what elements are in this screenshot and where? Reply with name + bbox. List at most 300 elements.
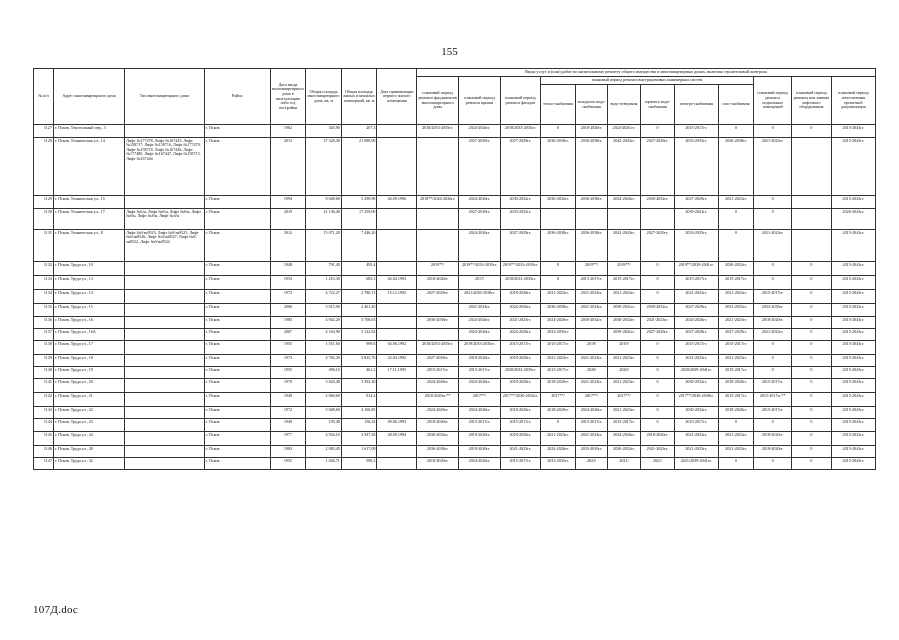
row-design-docs: 2015-2043гг. <box>831 407 875 419</box>
row-elevator: 0 <box>791 432 831 446</box>
row-residential-area: 590,2 <box>341 458 377 470</box>
row-basement: 0 <box>754 196 792 209</box>
row-electricity: 2020/2039-2041гг. <box>674 367 718 379</box>
row-house-type <box>125 393 205 407</box>
row-sewerage <box>607 209 641 230</box>
row-facade: 2033-2035гг. <box>500 209 540 230</box>
row-gas: 2015-2017гг. <box>718 367 754 379</box>
row-year-built: 1953 <box>270 276 306 290</box>
row-residential-area: 3 947,28 <box>341 432 377 446</box>
row-sewerage: 2030-2032гг. <box>607 446 641 458</box>
row-district: г. Псков <box>204 446 270 458</box>
row-roof: 2021/2036-2038гг. <box>459 290 501 304</box>
row-year-built: 1977 <box>270 432 306 446</box>
table-row <box>34 432 876 446</box>
row-year-built: 1949 <box>270 419 306 432</box>
row-hot-water: 2030-2032гг. <box>641 196 675 209</box>
row-address: г. Псков, Труда ул., 14 <box>53 290 124 304</box>
row-hot-water: 2018-2020гг. <box>641 432 675 446</box>
table-row <box>34 458 876 470</box>
table-row <box>34 290 876 304</box>
row-year-built: 1972 <box>270 407 306 419</box>
row-facade: 2027-2029гг. <box>500 230 540 262</box>
row-address: г. Псков, Техническая ул., 8 <box>53 230 124 262</box>
row-number: 1129 <box>34 196 54 209</box>
row-district: г. Псков <box>204 367 270 379</box>
header-elevator: плановый период ремонта или замены лифтового оборудования <box>791 77 831 125</box>
row-facade: 2021-2023гг. <box>500 446 540 458</box>
row-cold-water: 2036-2038гг. <box>576 196 607 209</box>
row-hot-water: 0 <box>641 407 675 419</box>
row-facade: 2018-2020гг. <box>500 407 540 419</box>
row-elevator: 0 <box>791 367 831 379</box>
table-row <box>34 196 876 209</box>
row-facade: 2027-2029гг. <box>500 138 540 196</box>
row-electricity: 2027-2029гг. <box>674 304 718 317</box>
row-roof: 2027-2029гг. <box>459 138 501 196</box>
row-hot-water <box>641 209 675 230</box>
row-hot-water: 2021/ <box>641 458 675 470</box>
row-district: г. Псков <box>204 125 270 138</box>
row-design-docs: 2015-2043гг. <box>831 446 875 458</box>
header-first-privatization: Дата приватизации первого жилого помещения <box>377 69 417 125</box>
row-sewerage: 2015-2017гг. <box>607 419 641 432</box>
table-row <box>34 262 876 276</box>
row-total-area: 3 015,90 <box>306 304 342 317</box>
row-elevator: 0 <box>791 304 831 317</box>
row-number: 1133 <box>34 276 54 290</box>
row-gas: 2030-2032гг. <box>718 262 754 276</box>
row-elevator: 0 <box>791 290 831 304</box>
row-heating <box>540 209 576 230</box>
row-elevator <box>791 196 831 209</box>
row-residential-area: 2 780,13 <box>341 290 377 304</box>
row-privatization-date: 17.11.1993 <box>377 367 417 379</box>
header-heating: тепло-снабжения <box>540 85 576 125</box>
row-heating: 0 <box>540 419 576 432</box>
row-foundation <box>417 209 459 230</box>
row-design-docs: 2015-2043гг. <box>831 290 875 304</box>
table-row <box>34 341 876 355</box>
row-elevator <box>791 138 831 196</box>
row-heating: 2024-2026гг. <box>540 317 576 329</box>
row-design-docs: 2015-2043гг. <box>831 355 875 367</box>
row-elevator: 0 <box>791 329 831 341</box>
row-number: 1131 <box>34 230 54 262</box>
row-electricity: 2021-2023гг. <box>674 290 718 304</box>
row-district: г. Псков <box>204 329 270 341</box>
row-heating: 2030-2032гг. <box>540 196 576 209</box>
row-facade: 2018-2020гг. <box>500 355 540 367</box>
row-address: г. Псков, Труда ул., 22 <box>53 407 124 419</box>
row-privatization-date <box>377 458 417 470</box>
row-sewerage: 2030-2032гг. <box>607 317 641 329</box>
row-roof: 2018-2020гг. <box>459 446 501 458</box>
row-cold-water <box>576 329 607 341</box>
row-basement: 2021-2023гг. <box>754 230 792 262</box>
row-total-area: 8 048,60 <box>306 196 342 209</box>
row-number: 1137 <box>34 329 54 341</box>
row-roof: 2015-2017гг. <box>459 419 501 432</box>
row-residential-area: 909,6 <box>341 341 377 355</box>
row-hot-water: 2030-2032гг. <box>641 304 675 317</box>
row-total-area: 15 071,20 <box>306 230 342 262</box>
row-privatization-date <box>377 125 417 138</box>
row-hot-water: 0 <box>641 290 675 304</box>
row-cold-water: 2020/ <box>576 367 607 379</box>
row-year-built: 1955 <box>270 458 306 470</box>
row-roof: 2018-2020гг. <box>459 355 501 367</box>
row-address: г. Псков, Труда ул., 23 <box>53 419 124 432</box>
table-row <box>34 230 876 262</box>
row-house-type <box>125 432 205 446</box>
row-gas: 2021-2023гг. <box>718 355 754 367</box>
row-sewerage: 2021/ <box>607 458 641 470</box>
row-heating: 2036-2038гг. <box>540 230 576 262</box>
row-basement: 2018-2020гг. <box>754 317 792 329</box>
row-roof: 2024-2026гг. <box>459 125 501 138</box>
table-row <box>34 138 876 196</box>
row-total-area: 1 551,60 <box>306 341 342 355</box>
row-address: г. Псков, Труда ул., 16А <box>53 329 124 341</box>
row-electricity: 2033-2035гг. <box>674 138 718 196</box>
row-address: г. Псков, Труда ул., 15 <box>53 304 124 317</box>
row-design-docs: 2015-2043гг. <box>831 432 875 446</box>
row-district: г. Псков <box>204 341 270 355</box>
row-electricity: 2015-2017гг. <box>674 341 718 355</box>
row-district: г. Псков <box>204 317 270 329</box>
row-house-type: Лифт №177478, Лифт №167445, Лифт №158717, Лифт №158716, Лифт №177479, Лифт №158718, Лифт №167446, Лифт №177480, Лифт №167447, Лифт №158715, Лифт №167444 <box>125 138 205 196</box>
row-basement: 0 <box>754 367 792 379</box>
row-roof: 2017**/ <box>459 393 501 407</box>
row-elevator: 0 <box>791 393 831 407</box>
row-privatization-date <box>377 393 417 407</box>
row-facade: 2024-2026гг. <box>500 304 540 317</box>
row-roof: 2024-2026гг. <box>459 317 501 329</box>
row-foundation <box>417 329 459 341</box>
row-hot-water: 2021-2023гг. <box>641 317 675 329</box>
row-privatization-date: 09.06.1993 <box>377 419 417 432</box>
row-privatization-date: 26.09.1996 <box>377 196 417 209</box>
row-residential-area: 683,3 <box>341 276 377 290</box>
row-total-area: 27 528,30 <box>306 138 342 196</box>
row-privatization-date <box>377 329 417 341</box>
row-privatization-date <box>377 230 417 262</box>
row-year-built: 1970 <box>270 379 306 393</box>
row-electricity: 2021/2039-2041гг. <box>674 458 718 470</box>
table-row <box>34 317 876 329</box>
row-roof: 2018-2020гг. <box>459 432 501 446</box>
row-district: г. Псков <box>204 290 270 304</box>
row-electricity: 2015-2017гг. <box>674 276 718 290</box>
row-gas: 2033-2035гг. <box>718 304 754 317</box>
header-cold-water: холодного водо-снабжения <box>576 85 607 125</box>
row-heating: 2024-2026гг. <box>540 446 576 458</box>
row-residential-area: 21 088,90 <box>341 138 377 196</box>
row-number: 1130 <box>34 209 54 230</box>
row-cold-water: 2015-2017гг. <box>576 276 607 290</box>
table-row <box>34 367 876 379</box>
row-number: 1134 <box>34 290 54 304</box>
row-basement: 0 <box>754 458 792 470</box>
row-facade: 2018-2020гг. <box>500 290 540 304</box>
header-facade: плановый период ремонта фасадов <box>500 77 540 125</box>
row-elevator: 0 <box>791 262 831 276</box>
row-house-type <box>125 290 205 304</box>
row-house-type <box>125 367 205 379</box>
row-house-type <box>125 329 205 341</box>
header-residential-area: Общая площадь жилых и нежилых помещений, кв. м <box>341 69 377 125</box>
row-total-area: 2 083,45 <box>306 446 342 458</box>
row-year-built: 2019 <box>270 209 306 230</box>
row-sewerage: 2017**/ <box>607 393 641 407</box>
row-year-built: 2013 <box>270 138 306 196</box>
row-district: г. Псков <box>204 138 270 196</box>
table-row <box>34 419 876 432</box>
row-roof: 2024-2026гг. <box>459 458 501 470</box>
row-residential-area: 7 446,20 <box>341 230 377 262</box>
header-district: Район <box>204 69 270 125</box>
row-facade: 2030-2032гг. <box>500 196 540 209</box>
row-electricity: 2017**/2036-2038гг. <box>674 393 718 407</box>
row-cold-water: 2021-2023гг. <box>576 355 607 367</box>
row-house-type <box>125 196 205 209</box>
row-privatization-date <box>377 446 417 458</box>
row-elevator: 0 <box>791 458 831 470</box>
row-total-area: 3 620,40 <box>306 379 342 393</box>
row-basement: 0 <box>754 125 792 138</box>
row-number: 1132 <box>34 262 54 276</box>
row-address: г. Псков, Труда ул., 10 <box>53 262 124 276</box>
row-elevator: 0 <box>791 355 831 367</box>
row-foundation: 2018-2020гг. <box>417 276 459 290</box>
row-address: г. Псков, Техническая ул., 15 <box>53 196 124 209</box>
row-number: 1127 <box>34 125 54 138</box>
row-year-built: 1983 <box>270 317 306 329</box>
row-hot-water: 2021-2023гг. <box>641 446 675 458</box>
row-cold-water: 2030-2032гг. <box>576 317 607 329</box>
row-number: 1139 <box>34 355 54 367</box>
row-heating: 0 <box>540 125 576 138</box>
row-sewerage: 2015-2017гг. <box>607 276 641 290</box>
row-district: г. Псков <box>204 393 270 407</box>
row-hot-water: 0 <box>641 393 675 407</box>
row-gas: 0 <box>718 125 754 138</box>
row-address: г. Псков, Труда ул., 20 <box>53 379 124 393</box>
row-basement: 2015-2017гг. <box>754 379 792 393</box>
row-number: 1128 <box>34 138 54 196</box>
header-no: № п/п <box>34 69 54 125</box>
row-sewerage: 2021-2023гг. <box>607 407 641 419</box>
row-elevator: 0 <box>791 276 831 290</box>
row-district: г. Псков <box>204 407 270 419</box>
row-year-built: 1973 <box>270 290 306 304</box>
row-house-type <box>125 458 205 470</box>
row-district: г. Псков <box>204 230 270 262</box>
row-residential-area: 17 259,00 <box>341 209 377 230</box>
table-row <box>34 393 876 407</box>
row-residential-area: 3 122,92 <box>341 329 377 341</box>
table-row <box>34 276 876 290</box>
row-facade: 2019**/2033-2035гг. <box>500 262 540 276</box>
row-house-type <box>125 419 205 432</box>
row-number: 1144 <box>34 419 54 432</box>
row-number: 1140 <box>34 367 54 379</box>
row-design-docs: 2015-2043гг. <box>831 393 875 407</box>
row-heating: 0 <box>540 276 576 290</box>
row-address: г. Псков, Труда ул., 16 <box>53 317 124 329</box>
header-sewerage: водо-отведения <box>607 85 641 125</box>
row-number: 1135 <box>34 304 54 317</box>
row-elevator <box>791 230 831 262</box>
row-privatization-date: 15.12.1992 <box>377 290 417 304</box>
row-gas: 2018-2020гг. <box>718 379 754 393</box>
row-address: г. Псков, Труда ул., 13 <box>53 276 124 290</box>
row-district: г. Псков <box>204 419 270 432</box>
row-roof: 2021-2023гг. <box>459 304 501 317</box>
row-foundation: 2018/2033-2035гг. <box>417 341 459 355</box>
table-row <box>34 329 876 341</box>
row-sewerage: 2020/ <box>607 367 641 379</box>
row-privatization-date <box>377 379 417 393</box>
row-basement: 0 <box>754 355 792 367</box>
row-electricity: 2033-2035гг. <box>674 230 718 262</box>
row-district: г. Псков <box>204 458 270 470</box>
row-privatization-date <box>377 304 417 317</box>
table-header <box>34 69 876 125</box>
row-foundation: 2015-2017гг. <box>417 367 459 379</box>
row-residential-area: 461,2 <box>341 367 377 379</box>
capital-repair-table <box>33 68 876 470</box>
row-district: г. Псков <box>204 379 270 393</box>
row-cold-water: 2021-2023гг. <box>576 304 607 317</box>
row-residential-area: 3 706,63 <box>341 317 377 329</box>
row-number: 1138 <box>34 341 54 355</box>
row-address: г. Псков, Текстильный пер., 3 <box>53 125 124 138</box>
row-gas: 0 <box>718 209 754 230</box>
row-hot-water: 0 <box>641 419 675 432</box>
row-roof: 2024-2026гг. <box>459 379 501 393</box>
row-sewerage: 2024-2026 гг. <box>607 125 641 138</box>
row-heating: 2036-2038гг. <box>540 304 576 317</box>
row-address: г. Псков, Труда ул., 17 <box>53 341 124 355</box>
row-residential-area: 3 825,76 <box>341 355 377 367</box>
header-year-built: Дата ввода многоквартирного дома в эксплуатацию либо год постройки <box>270 69 306 125</box>
row-gas: 2015-2017гг. <box>718 276 754 290</box>
row-number: 1136 <box>34 317 54 329</box>
row-roof: 2024-2026гг. <box>459 196 501 209</box>
row-design-docs: 2015-2043гг. <box>831 341 875 355</box>
row-privatization-date <box>377 407 417 419</box>
row-cold-water: 2015-2017гг. <box>576 419 607 432</box>
row-elevator <box>791 209 831 230</box>
header-works-title: Виды услуг и (или) работ по капитальному ремонту общего имущества в многоквартирных домах, включая строительный контроль <box>417 69 876 77</box>
header-roof: плановый период ремонта крыши <box>459 77 501 125</box>
row-house-type <box>125 304 205 317</box>
row-hot-water: 0 <box>641 355 675 367</box>
row-cold-water: 2018-2020гг. <box>576 125 607 138</box>
row-year-built: 1962 <box>270 125 306 138</box>
row-electricity: 2019**/2039-2041гг. <box>674 262 718 276</box>
row-basement: 2015-2017гг. <box>754 290 792 304</box>
row-house-type: Лифт №б/зн9523, Лифт №б/зн9525, Лифт №б/зн9526, Лифт №б/зн9527, Лифт №б/зн9522, Лифт №б/зн9524 <box>125 230 205 262</box>
row-elevator: 0 <box>791 125 831 138</box>
row-number: 1141 <box>34 379 54 393</box>
row-foundation: 2018/2033-2035гг. <box>417 125 459 138</box>
row-cold-water: 2019/ <box>576 341 607 355</box>
row-cold-water: 2021/ <box>576 458 607 470</box>
row-roof: 2019/2033-2035гг. <box>459 341 501 355</box>
row-elevator: 0 <box>791 446 831 458</box>
row-house-type <box>125 407 205 419</box>
row-number: 1146 <box>34 446 54 458</box>
row-address: г. Псков, Труда ул., 24 <box>53 432 124 446</box>
row-electricity: 2024-2026гг. <box>674 317 718 329</box>
row-design-docs: 2015-2043гг. <box>831 379 875 393</box>
row-house-type <box>125 276 205 290</box>
row-sewerage: 2021-2023гг. <box>607 290 641 304</box>
row-year-built: 2007 <box>270 329 306 341</box>
row-design-docs: 2015-2043гг. <box>831 196 875 209</box>
row-facade: 2024-2026гг. <box>500 329 540 341</box>
row-heating: 2015-2017гг. <box>540 341 576 355</box>
row-total-area: 21 136,40 <box>306 209 342 230</box>
row-address: г. Псков, Техническая ул., 14 <box>53 138 124 196</box>
row-gas: 2018-2020гг. <box>718 407 754 419</box>
row-gas: 0 <box>718 458 754 470</box>
row-number: 1145 <box>34 432 54 446</box>
row-total-area: 791,40 <box>306 262 342 276</box>
row-district: г. Псков <box>204 355 270 367</box>
footer-file-name: 107Д.doc <box>33 604 79 616</box>
row-basement: 2021-2023гг. <box>754 329 792 341</box>
row-basement: 2015-2017гг.** <box>754 393 792 407</box>
row-foundation <box>417 230 459 262</box>
row-house-type <box>125 355 205 367</box>
row-sewerage: 2042-2043гг. <box>607 230 641 262</box>
row-gas: 2015-2017гг. <box>718 393 754 407</box>
row-house-type <box>125 446 205 458</box>
row-gas: 2027-2029гг. <box>718 329 754 341</box>
row-foundation: 2036-2038гг. <box>417 446 459 458</box>
row-foundation <box>417 304 459 317</box>
row-elevator: 0 <box>791 379 831 393</box>
row-design-docs: 2015-2043гг. <box>831 138 875 196</box>
row-year-built: 2012 <box>270 230 306 262</box>
row-address: г. Псков, Труда ул., 18 <box>53 355 124 367</box>
row-total-area: 2 060,60 <box>306 393 342 407</box>
row-roof: 2019**/2033-2035гг. <box>459 262 501 276</box>
table-row <box>34 209 876 230</box>
row-heating: 2017**/ <box>540 393 576 407</box>
row-number: 1147 <box>34 458 54 470</box>
header-electricity: электро-снабжения <box>674 85 718 125</box>
row-sewerage: 2019**/ <box>607 262 641 276</box>
row-roof: 2024-2026гг. <box>459 230 501 262</box>
header-address: Адрес многоквартирного дома <box>53 69 124 125</box>
row-cold-water <box>576 209 607 230</box>
table-row <box>34 379 876 393</box>
row-design-docs: 2015-2043гг. <box>831 262 875 276</box>
capital-repair-table-wrapper <box>33 68 876 470</box>
row-sewerage: 2039-2041гг. <box>607 304 641 317</box>
row-hot-water: 2027-2029гг. <box>641 138 675 196</box>
page-number: 155 <box>441 46 458 58</box>
row-district: г. Псков <box>204 262 270 276</box>
row-foundation: 2018-2020гг. <box>417 458 459 470</box>
row-facade: 2015-2017гг. <box>500 341 540 355</box>
row-foundation: 2018-2020гг. <box>417 419 459 432</box>
